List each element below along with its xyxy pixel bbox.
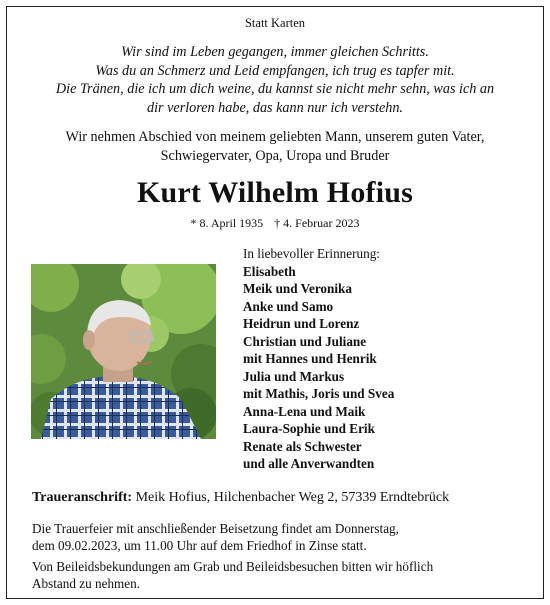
mourner-name: Renate als Schwester bbox=[243, 438, 362, 454]
memory-intro: In liebevoller Erinnerung: bbox=[243, 246, 380, 261]
mourning-address bbox=[32, 490, 532, 506]
poem-line: dir verloren habe, das kann nur ich verstehn. bbox=[147, 99, 403, 116]
intro-line: Wir nehmen Abschied von meinem geliebten Mann, unserem guten Vater, bbox=[65, 129, 485, 145]
mourner-name: Elisabeth bbox=[243, 263, 296, 279]
funeral-service-info bbox=[32, 520, 532, 555]
mourner-name: Christian und Juliane bbox=[243, 333, 367, 349]
condolence-line: Von Beileidsbekundungen am Grab und Beileidsbesuchen bitten wir höflich bbox=[32, 559, 434, 574]
life-dates bbox=[0, 216, 550, 231]
poem-line: Die Tränen, die ich um dich weine, du kannst sie nicht mehr sehn, was ich an bbox=[55, 81, 495, 98]
condolence-line: Abstand zu nehmen. bbox=[32, 576, 141, 592]
memory-list bbox=[243, 245, 523, 473]
mourner-name: Anke und Samo bbox=[243, 298, 334, 314]
address-label: Traueranschrift: bbox=[32, 490, 133, 505]
service-line: Die Trauerfeier mit anschließender Beisetzung findet am Donnerstag, bbox=[32, 521, 399, 536]
mourner-name: Julia und Markus bbox=[243, 368, 345, 384]
poem-line: Was du an Schmerz und Leid empfangen, ich trug es tapfer mit. bbox=[95, 62, 455, 79]
mourner-name: Heidrun und Lorenz bbox=[243, 316, 360, 331]
mourner-name: Meik und Veronika bbox=[243, 281, 352, 296]
birth-date: * 8. April 1935 bbox=[190, 216, 264, 230]
mourners-list bbox=[243, 263, 523, 473]
statt-karten-header: Statt Karten bbox=[244, 16, 306, 30]
mourner-name: Laura-Sophie und Erik bbox=[243, 421, 375, 436]
poem-line: Wir sind im Leben gegangen, immer gleichen Schritts. bbox=[121, 44, 429, 60]
condolence-note bbox=[32, 558, 532, 593]
mourner-name: mit Hannes und Henrik bbox=[243, 351, 377, 366]
death-date: † 4. Februar 2023 bbox=[274, 216, 360, 230]
portrait-photo bbox=[31, 264, 216, 439]
service-line: dem 09.02.2023, um 11.00 Uhr auf dem Friedhof in Zinse statt. bbox=[32, 538, 367, 554]
intro-line: Schwiegervater, Opa, Uropa und Bruder bbox=[160, 148, 390, 164]
mourner-name: mit Mathis, Joris und Svea bbox=[243, 386, 395, 401]
poem bbox=[20, 43, 530, 117]
deceased-name: Kurt Wilhelm Hofius bbox=[136, 176, 414, 209]
mourner-name: Anna-Lena und Maik bbox=[243, 403, 366, 419]
address-value: Meik Hofius, Hilchenbacher Weg 2, 57339 Erndtebrück bbox=[132, 490, 450, 505]
farewell-intro bbox=[20, 128, 530, 166]
mourner-name: und alle Anverwandten bbox=[243, 456, 375, 471]
